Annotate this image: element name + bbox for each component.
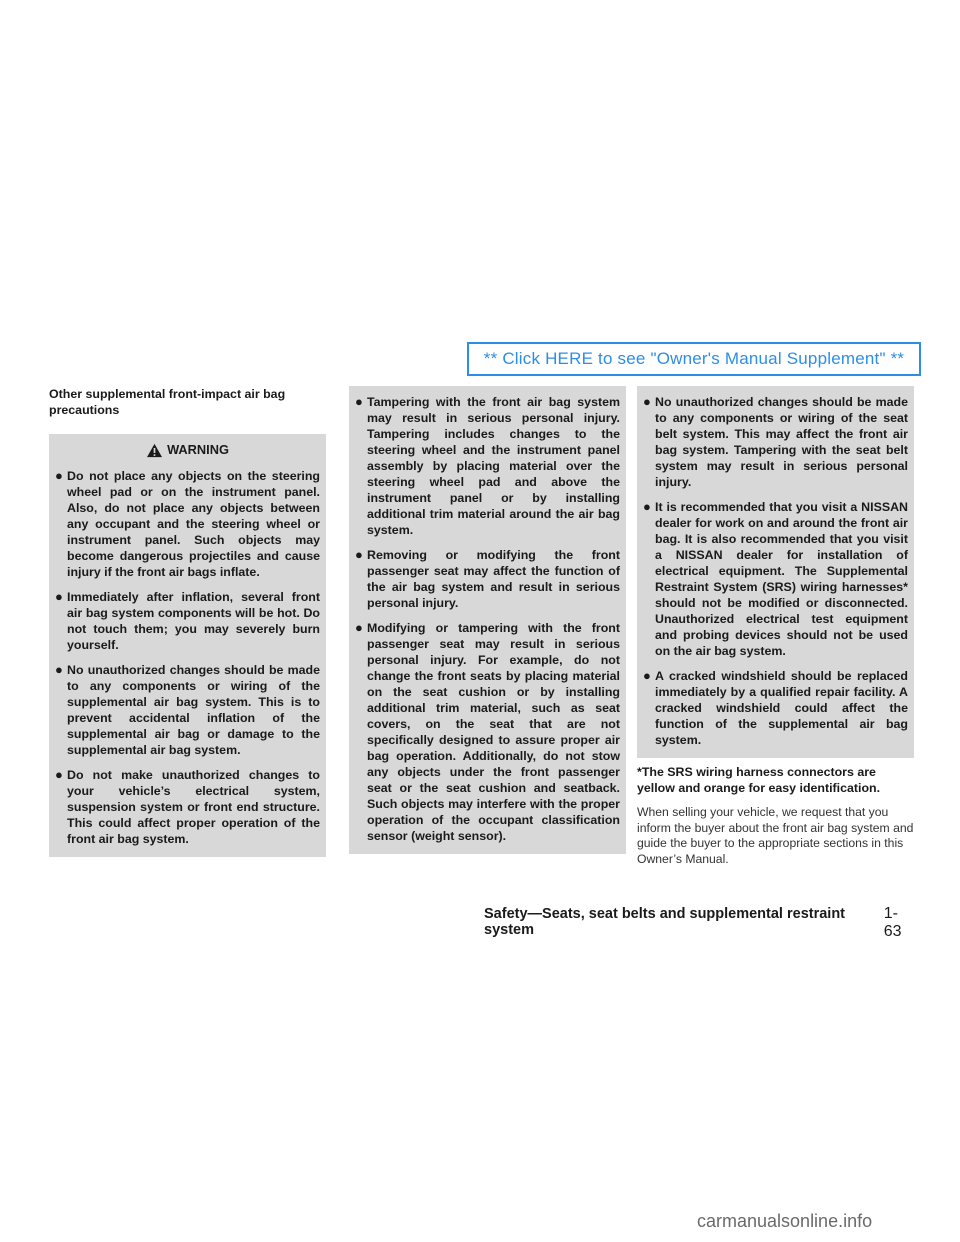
footnote: *The SRS wiring harness connectors are yellow and orange for easy identification. [637,765,881,795]
warning-item: ● Removing or modifying the front passenger seat may affect the function of the air bag system and result in serious personal injury. [355,547,620,610]
page-number: 1-63 [883,905,902,940]
closing-paragraph: When selling your vehicle, we request that you inform the buyer about the front air bag system and guide the buyer to the appropriate sections in this Owner’s Manual. [637,805,914,866]
owners-manual-supplement-link[interactable]: ** Click HERE to see "Owner's Manual Supplement" ** [467,342,921,376]
warning-item: ● Do not make unauthorized changes to your vehicle’s electrical system, suspension system or front end structure. This could affect proper operation of the front air bag system. [55,767,320,846]
warning-item: ● No unauthorized changes should be made to any components or wiring of the seat belt system. This may affect the front air bag system. Tampering with the seat belt system may result in serious personal injury. [643,394,908,489]
warning-item: ● Tampering with the front air bag system may result in serious personal injury. Tampering includes changes to the steering wheel and the instrument panel assembly by placing material over the steering wheel pad and above the instrument panel or by installing additional trim material around the air bag system. [355,394,620,537]
column-1 [49,386,326,857]
warning-header [55,442,320,458]
warning-item: ● No unauthorized changes should be made to any components or wiring of the supplemental air bag system. This is to prevent accidental inflation of the supplemental air bag or damage to the supplemental air bag system. [55,662,320,757]
warning-label: WARNING [167,442,229,457]
column-2 [349,386,626,854]
page-footer [484,905,914,941]
warning-item: ● Modifying or tampering with the front passenger seat may result in serious personal injury. For example, do not change the front seats by placing material on the seat cushion or by installing additional trim material, such as seat covers, on the seat that are not specifically designed to assure proper air bag operation. Additionally, do not stow any objects under the front passenger seat or the seat cushion and seatback. Such objects may interfere with the proper operation of the occupant classification sensor (weight sensor). [355,620,620,843]
chapter-title: Safety—Seats, seat belts and supplemental restraint system [484,906,846,938]
column-3 [637,386,914,867]
warning-box-continued [637,386,914,758]
warning-item: ● Immediately after inflation, several front air bag system components will be hot. Do not touch them; you may severely burn yourself. [55,589,320,652]
warning-box [49,434,326,857]
warning-icon [146,443,163,458]
warning-item: ● Do not place any objects on the steering wheel pad or on the instrument panel. Also, do not place any objects between any occupant and the steering wheel or instrument panel. Such objects may become dangerous projectiles and cause injury if the front air bags inflate. [55,468,320,579]
watermark: carmanualsonline.info [697,1211,873,1231]
warning-item: ● It is recommended that you visit a NISSAN dealer for work on and around the front air bag. It is also recommended that you visit a NISSAN dealer for installation of electrical equipment. The Supplemental Restraint System (SRS) wiring harnesses* should not be modified or disconnected. Unauthorized electrical test equipment and probing devices should not be used on the air bag system. [643,499,908,658]
section-title: Other supplemental front-impact air bag precautions [49,387,286,417]
warning-box-continued [349,386,626,854]
warning-item: ● A cracked windshield should be replaced immediately by a qualified repair facility. A cracked windshield could affect the function of the supplemental air bag system. [643,668,908,747]
